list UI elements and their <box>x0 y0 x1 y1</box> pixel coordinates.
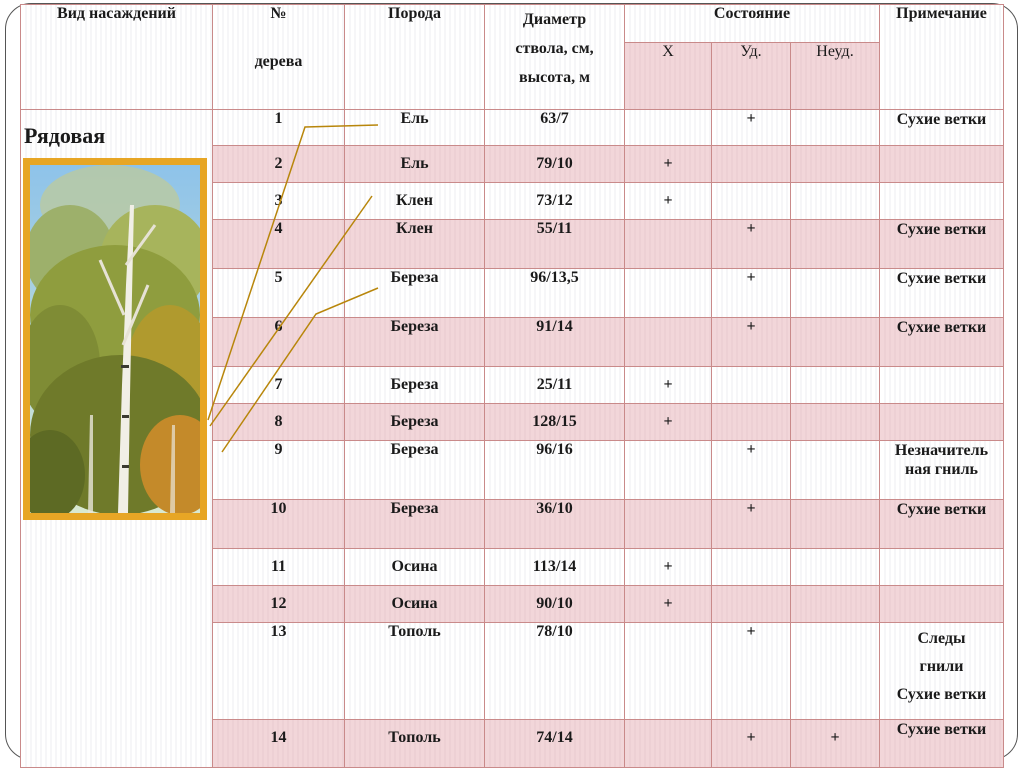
cond-good <box>625 500 712 549</box>
tree-species: Клен <box>345 220 485 269</box>
tree-species: Тополь <box>345 720 485 768</box>
tree-note: Сухие ветки <box>880 110 1004 146</box>
tree-note-line: Сухие ветки <box>896 686 987 703</box>
tree-number: 4 <box>213 220 345 269</box>
tree-size: 96/16 <box>485 441 625 500</box>
tree-note: Сухие ветки <box>880 318 1004 367</box>
cond-good <box>625 318 712 367</box>
cond-fair: + <box>712 500 791 549</box>
cond-fair: + <box>712 318 791 367</box>
cond-fair <box>712 404 791 441</box>
header-cond-poor: Неуд. <box>791 43 880 110</box>
tree-note <box>880 367 1004 404</box>
tree-number: 12 <box>213 586 345 623</box>
cond-poor <box>791 183 880 220</box>
cond-good <box>625 441 712 500</box>
birch-tree-icon <box>30 165 200 513</box>
tree-species: Осина <box>345 586 485 623</box>
tree-note <box>880 183 1004 220</box>
cond-good <box>625 220 712 269</box>
tree-size: 128/15 <box>485 404 625 441</box>
tree-size: 55/11 <box>485 220 625 269</box>
tree-number: 10 <box>213 500 345 549</box>
cond-good: + <box>625 367 712 404</box>
tree-number: 6 <box>213 318 345 367</box>
tree-size: 91/14 <box>485 318 625 367</box>
cond-fair: + <box>712 110 791 146</box>
tree-note <box>880 146 1004 183</box>
tree-species: Ель <box>345 110 485 146</box>
header-condition: Состояние <box>625 5 880 43</box>
cond-poor <box>791 500 880 549</box>
tree-note: Сухие ветки <box>880 269 1004 318</box>
tree-number: 2 <box>213 146 345 183</box>
header-cond-fair: Уд. <box>712 43 791 110</box>
tree-size: 113/14 <box>485 549 625 586</box>
header-size-line2: ствола, см, <box>515 40 594 57</box>
header-number-symbol: № <box>270 5 287 22</box>
cond-poor <box>791 146 880 183</box>
tree-note <box>880 404 1004 441</box>
tree-number: 14 <box>213 720 345 768</box>
cond-fair: + <box>712 441 791 500</box>
cond-good <box>625 623 712 720</box>
tree-species: Клен <box>345 183 485 220</box>
tree-note: Сухие ветки <box>880 720 1004 768</box>
cond-good <box>625 110 712 146</box>
tree-size: 63/7 <box>485 110 625 146</box>
tree-note <box>880 586 1004 623</box>
tree-note <box>880 441 1004 500</box>
cond-good: + <box>625 146 712 183</box>
tree-size: 25/11 <box>485 367 625 404</box>
tree-species: Береза <box>345 404 485 441</box>
cond-good: + <box>625 586 712 623</box>
tree-number: 5 <box>213 269 345 318</box>
tree-species: Береза <box>345 500 485 549</box>
tree-number: 9 <box>213 441 345 500</box>
header-species: Порода <box>345 5 485 110</box>
cond-poor <box>791 220 880 269</box>
cond-fair <box>712 367 791 404</box>
cond-fair <box>712 549 791 586</box>
cond-good: + <box>625 183 712 220</box>
tree-size: 90/10 <box>485 586 625 623</box>
tree-species: Тополь <box>345 623 485 720</box>
tree-number: 1 <box>213 110 345 146</box>
cond-poor <box>791 318 880 367</box>
tree-note-line: Следы <box>917 630 966 647</box>
cond-good: + <box>625 404 712 441</box>
header-size-line3: высота, м <box>519 69 590 86</box>
tree-number: 7 <box>213 367 345 404</box>
tree-species: Береза <box>345 367 485 404</box>
cond-good <box>625 269 712 318</box>
cond-fair: + <box>712 220 791 269</box>
cond-poor <box>791 269 880 318</box>
cond-poor <box>791 404 880 441</box>
birch-tree-photo <box>23 158 207 520</box>
tree-species: Осина <box>345 549 485 586</box>
header-number-label: дерева <box>254 53 303 71</box>
cond-fair <box>712 586 791 623</box>
tree-size: 96/13,5 <box>485 269 625 318</box>
tree-number: 11 <box>213 549 345 586</box>
tree-note: Сухие ветки <box>880 500 1004 549</box>
header-row <box>21 5 1004 43</box>
tree-species: Береза <box>345 441 485 500</box>
tree-note-line: гнили <box>919 658 964 675</box>
planting-type-label: Рядовая <box>24 123 106 148</box>
table-row <box>21 110 1004 146</box>
tree-note <box>880 623 1004 720</box>
tree-note-line: ная гниль <box>904 461 978 479</box>
cond-poor <box>791 367 880 404</box>
tree-size: 36/10 <box>485 500 625 549</box>
cond-fair: + <box>712 720 791 768</box>
cond-good: + <box>625 549 712 586</box>
cond-poor <box>791 110 880 146</box>
header-size <box>485 5 625 110</box>
cond-poor <box>791 586 880 623</box>
tree-number: 8 <box>213 404 345 441</box>
cond-fair: + <box>712 623 791 720</box>
tree-note <box>880 549 1004 586</box>
tree-species: Ель <box>345 146 485 183</box>
tree-species: Береза <box>345 318 485 367</box>
header-size-line1: Диаметр <box>522 11 587 28</box>
header-number <box>213 5 345 110</box>
header-note: Примечание <box>880 5 1004 110</box>
cond-good <box>625 720 712 768</box>
tree-size: 73/12 <box>485 183 625 220</box>
cond-poor: + <box>791 720 880 768</box>
header-kind: Вид насаждений <box>21 5 213 110</box>
tree-number: 3 <box>213 183 345 220</box>
tree-size: 78/10 <box>485 623 625 720</box>
tree-number: 13 <box>213 623 345 720</box>
header-cond-good: Х <box>625 43 712 110</box>
tree-note-line: Незначитель <box>894 442 989 459</box>
cond-poor <box>791 549 880 586</box>
tree-species: Береза <box>345 269 485 318</box>
cond-poor <box>791 441 880 500</box>
tree-note: Сухие ветки <box>880 220 1004 269</box>
cond-fair: + <box>712 269 791 318</box>
cond-fair <box>712 183 791 220</box>
tree-size: 74/14 <box>485 720 625 768</box>
tree-size: 79/10 <box>485 146 625 183</box>
cond-poor <box>791 623 880 720</box>
cond-fair <box>712 146 791 183</box>
